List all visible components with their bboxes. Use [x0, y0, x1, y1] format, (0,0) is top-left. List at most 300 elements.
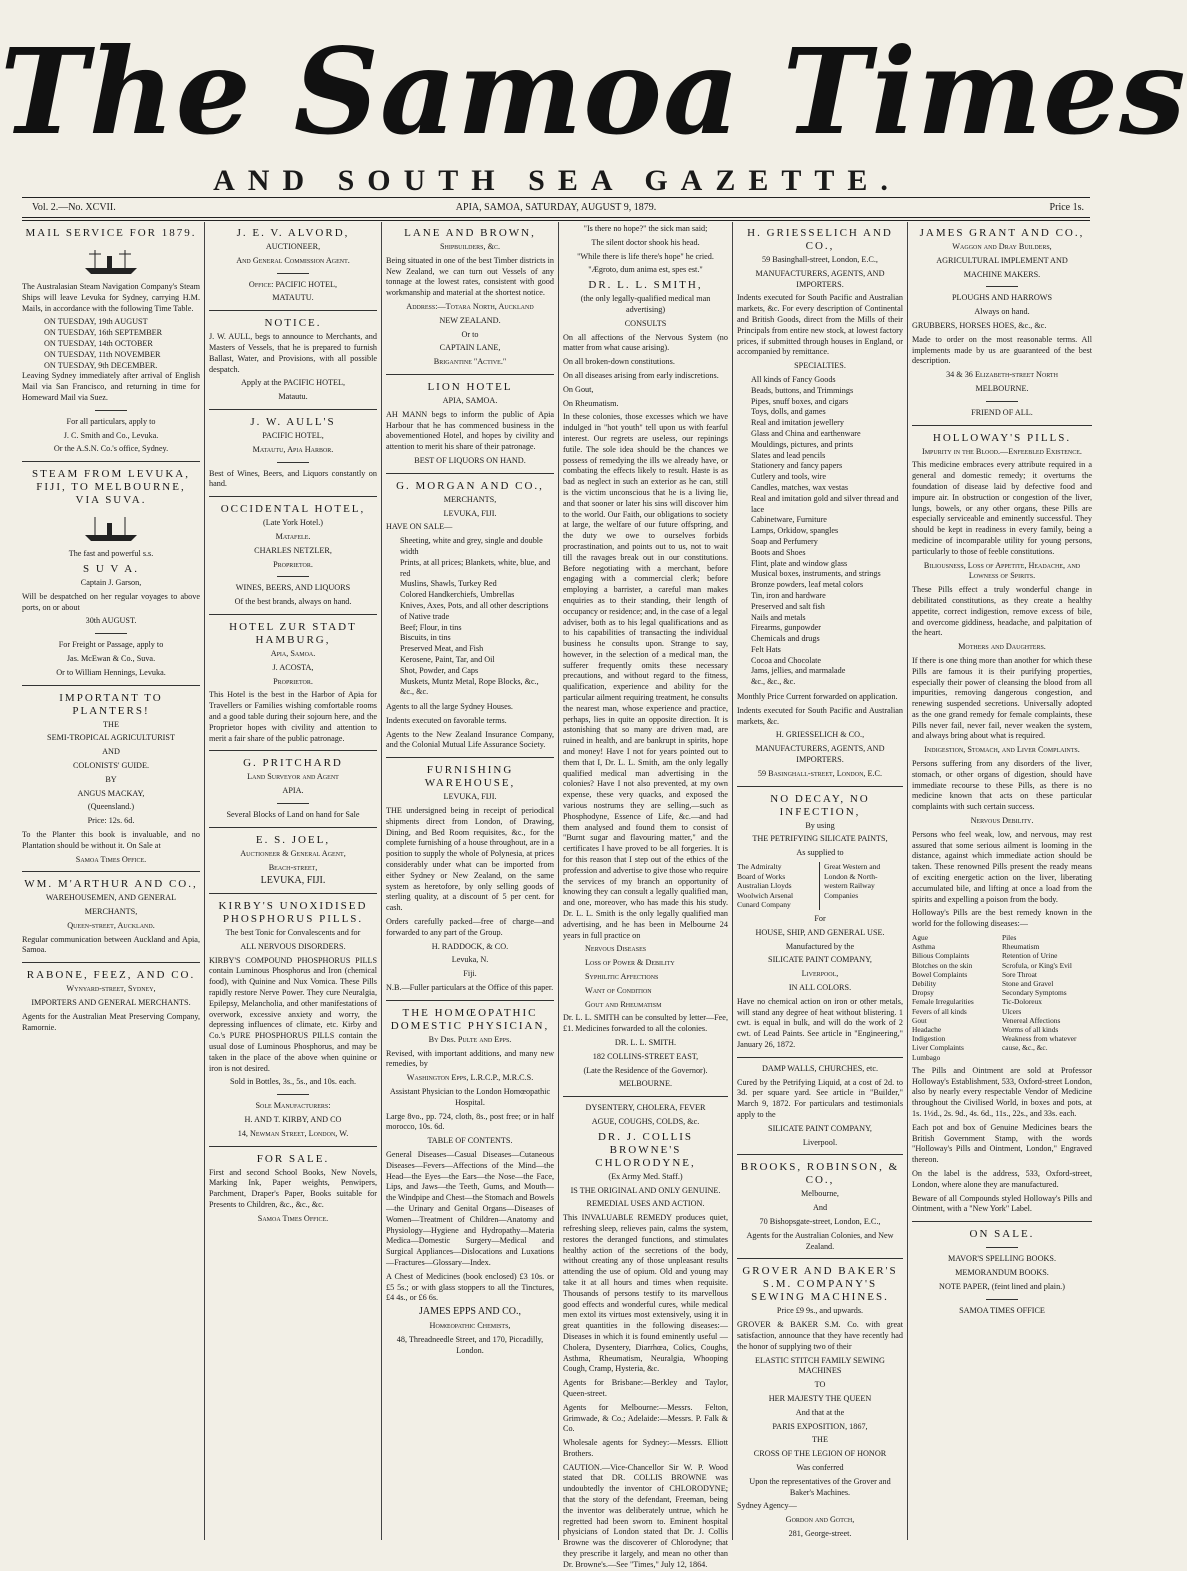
- nervous-item: Want of Condition: [585, 985, 652, 995]
- griesselich-body: Indents executed for South Pacific and Australian markets, &c. For every description of Continental and British Goods, direct from the Mills of their Principals from entire new stock, at lowest factory prices, if submitted through houses in England, or accompanied by remittance.: [737, 293, 903, 357]
- nervous-item: Gout and Rheumatism: [585, 999, 662, 1009]
- grant-text: Waggon and Dray Builders,: [952, 242, 1052, 251]
- planters-office: Samoa Times Office.: [75, 854, 147, 864]
- notice-apply: Apply at the PACIFIC HOTEL,: [240, 378, 346, 388]
- marthur-text: WAREHOUSEMEN, AND GENERAL: [45, 893, 177, 903]
- list-item: Boots and Shoes: [751, 547, 806, 557]
- grover-text: CROSS OF THE LEGION OF HONOR: [753, 1449, 887, 1459]
- list-item: Jams, jellies, and marmalade: [751, 666, 846, 676]
- disease-item: Lumbago: [912, 1052, 941, 1062]
- decay-text: By using: [805, 820, 835, 830]
- disease-item: Debility: [912, 979, 937, 989]
- hamburg-heading: HOTEL ZUR STADT HAMBURG,: [229, 620, 357, 646]
- disease-item: Sore Throat: [1002, 969, 1037, 979]
- grover-text: ELASTIC STITCH FAMILY SEWING MACHINES: [755, 1355, 885, 1376]
- morgan-text: LEVUKA, FIJI.: [443, 508, 497, 518]
- masthead-subtitle: AND SOUTH SEA GAZETTE.: [213, 164, 901, 197]
- smith-address: (Late the Residence of the Governor).: [583, 1065, 708, 1075]
- grant-body: Made to order on the most reasonable terms. All implements made by us are guaranteed of the best description.: [912, 334, 1092, 366]
- planters-price: Price: 12s. 6d.: [87, 816, 135, 826]
- smith-consults: CONSULTS: [624, 318, 667, 328]
- kirby-text: Sole Manufacturers:: [255, 1101, 331, 1111]
- morgan-text: Indents executed on favorable terms.: [386, 715, 507, 725]
- list-item: Chemicals and drugs: [751, 634, 820, 644]
- morgan-text: Agents to the New Zealand Insurance Company, and the Colonial Mutual Life Assurance Society.: [386, 729, 554, 750]
- furnishing-text: Orders carefully packed—free of charge—and forwarded to any part of the Group.: [386, 917, 554, 937]
- furnishing-signature: Fiji.: [463, 969, 477, 979]
- grant-heading: JAMES GRANT AND CO.,: [919, 227, 1085, 239]
- marthur-text: MERCHANTS,: [84, 907, 138, 917]
- epps-title: Homœopathic Chemists,: [429, 1320, 511, 1330]
- column-5: [737, 224, 903, 1536]
- grant-text: Always on hand.: [974, 307, 1030, 317]
- damp-place: Liverpool.: [802, 1137, 838, 1147]
- quote-line: The silent doctor shook his head.: [591, 237, 700, 247]
- rabone-text: IMPORTERS AND GENERAL MERCHANTS.: [31, 998, 191, 1008]
- no-decay-heading: NO DECAY, NO INFECTION,: [770, 792, 870, 818]
- decay-text: IN ALL COLORS.: [788, 983, 852, 992]
- pritchard-body: Several Blocks of Land on hand for Sale: [226, 809, 360, 819]
- marthur-note: Regular communication between Auckland and Apia, Samoa.: [22, 934, 200, 955]
- on-sale-item: NOTE PAPER, (feint lined and plain.): [939, 1281, 1065, 1291]
- client-item: western Railway: [824, 881, 875, 891]
- list-item: Glass and China and earthenware: [751, 428, 861, 438]
- consults-line: On Gout,: [563, 384, 594, 394]
- alvord-heading: J. E. V. ALVORD,: [236, 227, 350, 239]
- mail-agent: Or the A.S.N. Co.'s office, Sydney.: [53, 444, 169, 454]
- occidental-text: (Late York Hotel.): [262, 518, 324, 528]
- grover-agent: 281, George-street.: [788, 1528, 852, 1538]
- decay-body: Have no chemical action on iron or other metals, will stand any degree of heat without blistering. 1 cwt. is equal in bulk, and will do the work of 2 cwt. of Lead Paints. See article in "Engineering," January 26, 1872.: [737, 996, 903, 1049]
- planters-text: COLONISTS' GUIDE.: [72, 760, 150, 770]
- alvord-text: AUCTIONEER,: [265, 242, 321, 251]
- mail-apply: For all particulars, apply to: [66, 416, 156, 426]
- grant-town: MELBOURNE.: [975, 383, 1029, 393]
- steam-agent: Jas. McEwan & Co., Suva.: [66, 653, 156, 663]
- for-sale-text: First and second School Books, New Novels, Marking Ink, Paper weights, Penwipers, Parchment, Draper's Paper, Books suitable for Presents to Children, &c., &c., &c.: [209, 1167, 377, 1210]
- quote-line: "Ægroto, dum anima est, spes est.": [588, 265, 703, 275]
- griesselich-address: 59 Basinghall-street, London, E.C.,: [762, 255, 878, 264]
- rabone-address: Wynyard-street, Sydney,: [66, 984, 156, 994]
- browne-agents: Wholesale agents for Sydney:—Messrs. Elliott Brothers.: [563, 1438, 728, 1458]
- steam-agent: Or to William Hennings, Levuka.: [56, 667, 166, 677]
- joel-town: LEVUKA, FIJI.: [260, 875, 326, 887]
- browne-heading: DR. J. COLLIS BROWNE'S CHLORODYNE,: [595, 1130, 696, 1169]
- list-item: Pipes, snuff boxes, and cigars: [751, 396, 849, 406]
- holloway-body: These Pills effect a truly wonderful change in debilitated constitutions, as they create a healthy appetite, correct indigestion, remove excess of bile, and overcome giddiness, headache, and palpitation of the heart.: [912, 585, 1092, 638]
- pritchard-text: APIA.: [282, 786, 304, 796]
- grant-text: PLOUGHS AND HARROWS: [951, 293, 1053, 303]
- mail-date: ON TUESDAY, 19th AUGUST: [44, 317, 148, 327]
- list-item: Lamps, Orkidow, spangles: [751, 526, 839, 536]
- steam-captain: Captain J. Garson,: [80, 577, 142, 587]
- list-item: All kinds of Fancy Goods: [751, 374, 836, 384]
- disease-item: Headache: [912, 1025, 942, 1035]
- decay-text: HOUSE, SHIP, AND GENERAL USE.: [755, 927, 885, 937]
- list-item: Tin, iron and hardware: [751, 590, 826, 600]
- quote-line: "Is there no hope?" the sick man said;: [583, 224, 708, 233]
- list-item: Beef; Flour, in tins: [400, 622, 462, 632]
- list-item: Kerosene, Paint, Tar, and Oil: [400, 654, 495, 664]
- disease-item: Rheumatism: [1002, 942, 1040, 952]
- kirby-sold: Sold in Bottles, 3s., 5s., and 10s. each.: [230, 1077, 356, 1087]
- holloway-subheading: Mothers and Daughters.: [958, 642, 1046, 652]
- morgan-text: MERCHANTS,: [443, 494, 497, 504]
- on-sale-item: MEMORANDUM BOOKS.: [955, 1268, 1049, 1278]
- grover-body: GROVER & BAKER S.M. Co. with great satisfaction, announce that they have recently had the honor of supplying two of their: [737, 1320, 903, 1351]
- hamburg-body: This Hotel is the best in the Harbor of Apia for Travellers or Families wishing comfortable rooms and a good table during their sojourn here, and the Proprietor hopes with civility and attention to merit a fair share of the public patronage.: [209, 690, 377, 743]
- list-item: Musical boxes, instruments, and strings: [751, 569, 881, 579]
- smith-signature: DR. L. L. SMITH.: [614, 1037, 677, 1047]
- homeopathic-chest: A Chest of Medicines (book enclosed) £3 10s. or £5 5s.; or with glass stoppers to all the Tinctures, £4 4s., or £6 6s.: [386, 1271, 554, 1303]
- holloway-body: Each pot and box of Genuine Medicines bears the British Government Stamp, with the words "Holloway's Pills and Ointment, London," Engraved thereon.: [912, 1122, 1092, 1165]
- planters-text: AND: [102, 747, 120, 757]
- damp-company: SILICATE PAINT COMPANY,: [768, 1123, 872, 1133]
- griesselich-items: [751, 375, 903, 688]
- joel-text: Beach-street,: [268, 862, 318, 872]
- lion-body: AH MANN begs to inform the public of Apia Harbour that he has commenced business in the abovementioned Hotel, and hopes by civility and attention to merit his share of their patronage.: [386, 409, 554, 452]
- morgan-heading: G. MORGAN AND CO.,: [396, 479, 544, 492]
- list-item: Preserved and salt fish: [751, 601, 825, 611]
- homeopathic-heading: THE HOMŒOPATHIC DOMESTIC PHYSICIAN,: [390, 1006, 550, 1032]
- list-item: Colored Handkerchiefs, Umbrellas: [400, 590, 515, 600]
- mail-date: ON TUESDAY, 11th NOVEMBER: [44, 349, 161, 359]
- holloway-body: On the label is the address, 533, Oxford-street, London, where alone they are manufactured.: [912, 1169, 1092, 1189]
- griesselich-signature: H. GRIESSELICH & CO.,: [775, 730, 865, 740]
- column-divider: [381, 222, 382, 1540]
- list-item: Felt Hats: [751, 644, 781, 654]
- grover-text: THE: [812, 1435, 828, 1445]
- steam-ship: The fast and powerful s.s.: [68, 549, 154, 559]
- disease-item: Tic-Doloreux: [1002, 997, 1042, 1007]
- mail-after: Leaving Sydney immediately after arrival of English Mail via San Francisco, and returning in time for Homeward Mail via Suez.: [22, 371, 200, 402]
- lion-text: BEST OF LIQUORS ON HAND.: [414, 455, 526, 465]
- client-item: Board of Works: [737, 871, 786, 881]
- griesselich-signature: 59 Basinghall-street, London, E.C.: [757, 768, 883, 778]
- list-item: Candles, matches, wax vestas: [751, 482, 849, 492]
- grant-address: 34 & 36 Elizabeth-street North: [946, 370, 1058, 380]
- disease-item: Dropsy: [912, 988, 934, 998]
- browne-body: This INVALUABLE REMEDY produces quiet, refreshing sleep, relieves pain, calms the system, restores the deranged functions, and stimulates healthy action of the secretions of the body, without creating any of those unpleasant results attending the use of opium. Old and young may take it at all hours and times when requisite. Thousands of persons testify to its marvellous good effects and wonderful cures, while medical men extol its virtues most extensively, using it in great quantities in the following diseases:— Diseases in which it is found eminently useful — Cholera, Dysentery, Diarrhœa, Colics, Coughs, Asthma, Rheumatism, Neuralgia, Whooping Cough, Cramp, Hysteria, &c.: [563, 1213, 728, 1374]
- marthur-heading: WM. M'ARTHUR AND CO.,: [24, 878, 198, 891]
- homeopathic-text: Assistant Physician to the London Homœopathic Hospital.: [389, 1087, 551, 1107]
- grant-friend: FRIEND OF ALL.: [971, 407, 1033, 417]
- list-item: Sheeting, white and grey, single and double width: [400, 536, 543, 556]
- disease-item: Worms of all kinds: [1002, 1025, 1059, 1035]
- griesselich-specialties: SPECIALTIES.: [794, 361, 846, 371]
- aull-text: Best of Wines, Beers, and Liquors constantly on hand.: [209, 468, 377, 489]
- browne-agents: Agents for Brisbane:—Berkley and Taylor, Queen-street.: [563, 1378, 728, 1398]
- holloway-body: Persons suffering from any disorders of the liver, stomach, or other organs of digestion, should have immediate recourse to these Pills, as there is no medicine known that acts on these particular complaints with such certain success.: [912, 759, 1092, 812]
- occidental-wines: WINES, BEERS, AND LIQUORS: [235, 583, 351, 593]
- occidental-heading: OCCIDENTAL HOTEL,: [220, 503, 366, 516]
- dateline: [22, 200, 1090, 216]
- lane-text: Shipbuilders, &c.: [439, 242, 501, 251]
- furnishing-note: N.B.—Fuller particulars at the Office of this paper.: [386, 983, 554, 993]
- list-item: Beads, buttons, and Trimmings: [751, 385, 854, 395]
- client-item: Australian Lloyds: [737, 881, 792, 891]
- homeopathic-price: Large 8vo., pp. 724, cloth, 8s., post free; or in half morocco, 10s. 6d.: [386, 1111, 554, 1132]
- browne-text: (Ex Army Med. Staff.): [608, 1171, 683, 1181]
- grover-text: PARIS EXPOSITION, 1867,: [772, 1421, 868, 1431]
- lane-address: Address:—Totara North, Auckland: [406, 301, 534, 311]
- mail-date: ON TUESDAY, 14th OCTOBER: [44, 338, 153, 348]
- list-item: Bronze powders, leaf metal colors: [751, 580, 864, 590]
- homeopathic-text: Revised, with important additions, and many new remedies, by: [386, 1048, 554, 1069]
- smith-body: In these colonies, those excesses which we have indulged in "hot youth" tell upon us with fearful interest. Our regrets are useless, our repinings futile. The sole idea should be the chances we possess of remedying the ills we already have, or combating the effects likely to result. Haste is as bad as neglect in such an exterior as he can, still is the victim unconscious that he is a living lie, and that sooner or later his sins will discover him to the world. Our Faith, our obligations to society at large, the welfare of our future offspring, and the duty we owe to ourselves forbids procrastination, and points out to us, not to wait till the ravages break out in our constitutions. Before negotiating with a merchant, before engaging with a commercial clerk; before employing a barrister, a careful man makes enquiries as to their standing, their length of occupancy or residence; and, in the case of a legal adviser, both as to his legal qualifications and as to his capabilities of transacting the individual business he consults upon. Strange to say, however, in the selection of a medical man, the sufferer frequently omits these necessary precautions, and without regard to the fitness, qualification, experience and ability for the particular ailment requiring treatment, he consults the nearest man, whose experience and practice, perhaps, lies in quite an opposite direction. It is astonishing that so many are driven mad, are ruined in health, and are bankrupt in spirits, hope and money! Have I not for years pointed out to them that I, Dr. L. L. Smith, am the only legally qualified medical man advertising in the colonies? Have I not also prevented, at my own expense, these very quacks, and exposed the various nostrums they are selling,—such as Phosphodyne, Essence of Life, &c.—and had them analysed and found them to consist of "Burnt sugar and flavouring matter," and the certificates I have proved to be all forgeries. It is for this reason that I step out of the ethics of the profession and advertise to give those who require the services of my branch an opportunity of knowing they can consult a legally qualified man, and one, moreover, who has made this his study. Dr. L. L. Smith is the only legally qualified man advertising, and he has been in Melbourne 24 years in full practice on: [563, 412, 728, 940]
- quote-line: "While there is life there's hope" he cried.: [577, 251, 714, 261]
- steam-apply: For Freight or Passage, apply to: [58, 640, 164, 650]
- consults-line: On all broken-down constitutions.: [563, 357, 675, 367]
- column-1: [22, 224, 200, 1536]
- steamship-icon: [81, 513, 141, 543]
- aull-address: Matautu, Apia Harbor.: [252, 444, 334, 454]
- smith-nervous: Nervous Diseases: [585, 944, 647, 954]
- holloway-body: Persons who feel weak, low, and nervous, may rest assured that some serious ailment is looming in the distance, against which immediate action should be taken. These renowned Pills present the ready means of exciting energetic action on the liver, liberating accumulated bile, and lifting at once a load from the spirits and expelling a poison from the body.: [912, 829, 1092, 904]
- steam-heading: STEAM FROM LEVUKA, FIJI, TO MELBOURNE, VIA SUVA.: [32, 468, 190, 507]
- homeopathic-text: Washington Epps, L.R.C.P., M.R.C.S.: [406, 1073, 534, 1083]
- list-item: Muskets, Muntz Metal, Rope Blocks, &c., &c., &c.: [400, 676, 539, 697]
- column-divider: [907, 222, 908, 1540]
- notice-town: Matautu.: [278, 392, 308, 402]
- header-bottom-rule-2: [22, 220, 1090, 221]
- list-item: Real and imitation jewellery: [751, 418, 844, 428]
- grover-agent: Sydney Agency—: [737, 1501, 797, 1511]
- grant-text: GRUBBERS, HORSES HOES, &c., &c.: [912, 320, 1047, 330]
- nervous-item: Loss of Power & Debility: [585, 958, 675, 968]
- disease-item: Piles: [1002, 933, 1017, 943]
- griesselich-text: Monthly Price Current forwarded on application.: [737, 692, 898, 702]
- homeopathic-toc: General Diseases—Casual Diseases—Cutaneous Diseases—Fevers—Affections of the Mind—the Head—the Eyes—the Ears—the Nose—the Face, Lips, and Jaws—the Teeth, Gums, and Mouth—the Windpipe and Chest—the Stomach and Bowels—the Urinary and Genital Organs—Diseases of Women—Treatment of Children—Anatomy and Physiology—Hygiene and Hydropathy—Materia Medica—Domestic Surgery—Medical and Surgical Appliances—Dislocations and Luxations—Fractures—Glossary—Index.: [386, 1150, 554, 1267]
- holloway-subheading: Nervous Debility.: [970, 816, 1034, 826]
- column-4: [563, 224, 728, 1569]
- grover-price: Price £9 9s., and upwards.: [776, 1306, 864, 1316]
- damp-body: Cured by the Petrifying Liquid, at a cost of 2d. to 3d. per square yard. See article in "Builder," March 9, 1872. For particulars and testimonials apply to the: [737, 1077, 903, 1119]
- occidental-text: Matafele.: [275, 531, 311, 541]
- client-item: Companies: [824, 890, 859, 900]
- notice-heading: NOTICE.: [264, 317, 322, 330]
- disease-item: Secondary Symptoms: [1002, 988, 1067, 998]
- planters-text: SEMI-TROPICAL AGRICULTURIST: [47, 733, 175, 743]
- lane-captain: CAPTAIN LANE,: [439, 343, 501, 353]
- furnishing-signature: H. RADDOCK, & CO.: [431, 941, 509, 951]
- occidental-text: Proprietor.: [273, 559, 313, 569]
- list-item: Shot, Powder, and Caps: [400, 665, 479, 675]
- browne-text: IS THE ORIGINAL AND ONLY GENUINE.: [570, 1185, 721, 1195]
- alvord-town: MATAUTU.: [272, 293, 314, 303]
- furnishing-signature: Levuka, N.: [451, 955, 489, 965]
- disease-item: Indigestion: [912, 1034, 946, 1044]
- column-6: [912, 224, 1092, 1536]
- list-item: Biscuits, in tins: [400, 633, 451, 643]
- disease-item: Female Irregularities: [912, 997, 974, 1007]
- kirby-address: 14, Newman Street, London, W.: [237, 1128, 349, 1138]
- kirby-text: ALL NERVOUS DISORDERS.: [240, 941, 346, 951]
- steam-ship-name: S U V A.: [83, 562, 139, 575]
- griesselich-signature: MANUFACTURERS, AGENTS, AND IMPORTERS.: [755, 744, 885, 765]
- column-3: [386, 224, 554, 1536]
- occidental-text: Of the best brands, always on hand.: [234, 597, 352, 607]
- joel-text: Auctioneer & General Agent,: [240, 848, 346, 858]
- grover-agent: Gordon and Gotch,: [785, 1515, 855, 1525]
- hamburg-text: Apia, Samoa.: [270, 648, 316, 658]
- nervous-item: Syphilitic Affections: [585, 972, 659, 981]
- morgan-text: Agents to all the large Sydney Houses.: [386, 702, 513, 712]
- morgan-items: [400, 536, 554, 698]
- kirby-name: H. AND T. KIRBY, AND CO: [244, 1115, 342, 1125]
- column-divider: [732, 222, 733, 1540]
- masthead-title: The Samoa Times: [0, 22, 1187, 161]
- planters-text: (Queensland.): [87, 802, 135, 812]
- list-item: Firearms, gunpowder: [751, 623, 822, 633]
- disease-item: Bilious Complaints: [912, 951, 970, 961]
- steamship-icon: [81, 246, 141, 276]
- alvord-text: And General Commission Agent.: [236, 255, 350, 265]
- on-sale-office: SAMOA TIMES OFFICE: [959, 1305, 1045, 1315]
- list-item: Prints, at all prices; Blankets, white, blue, and red: [400, 557, 551, 578]
- kirby-heading: KIRBY'S UNOXIDISED PHOSPHORUS PILLS.: [218, 900, 368, 926]
- homeopathic-text: By Drs. Pulte and Epps.: [428, 1034, 512, 1044]
- brooks-heading: BROOKS, ROBINSON, & CO.,: [740, 1161, 900, 1187]
- list-item: Nails and metals: [751, 612, 806, 622]
- steam-text: Will be despatched on her regular voyages to above ports, on or about: [22, 591, 200, 612]
- mail-date: ON TUESDAY, 16th SEPTEMBER: [44, 328, 163, 338]
- client-item: Woolwich Arsenal: [737, 890, 794, 900]
- marthur-address: Queen-street, Auckland.: [67, 920, 155, 930]
- steam-date: 30th AUGUST.: [85, 616, 137, 626]
- decay-text: For: [814, 914, 826, 924]
- list-item: Cabinetware, Furniture: [751, 515, 827, 525]
- for-sale-office: Samoa Times Office.: [257, 1213, 329, 1223]
- consults-line: On all diseases arising from early indiscretions.: [563, 370, 719, 380]
- damp-heading: DAMP WALLS, CHURCHES, etc.: [762, 1063, 878, 1073]
- list-item: Knives, Axes, Pots, and all other descriptions of Native trade: [400, 600, 549, 621]
- rabone-note: Agents for the Australian Meat Preserving Company, Ramornie.: [22, 1011, 200, 1032]
- morgan-text: HAVE ON SALE—: [386, 522, 453, 532]
- smith-heading: DR. L. L. SMITH,: [588, 279, 703, 292]
- column-divider: [558, 222, 559, 1540]
- aull-hotel: PACIFIC HOTEL,: [262, 430, 324, 440]
- disease-item: Weakness from whatever cause, &c., &c.: [1002, 1034, 1077, 1053]
- list-item: Toys, dolls, and games: [751, 407, 826, 417]
- planters-heading: IMPORTANT TO PLANTERS!: [59, 691, 163, 717]
- disease-item: Ague: [912, 933, 929, 943]
- pritchard-text: Land Surveyor and Agent: [247, 772, 339, 782]
- planters-text: BY: [105, 774, 117, 784]
- disease-item: Scrofula, or King's Evil: [1002, 960, 1072, 970]
- list-item: &c., &c., &c.: [751, 677, 796, 687]
- for-sale-heading: FOR SALE.: [256, 1152, 330, 1165]
- holloway-body: Holloway's Pills are the best remedy known in the world for the following diseases:—: [912, 908, 1092, 929]
- list-item: Real and imitation gold and silver thread and lace: [751, 493, 899, 514]
- decay-name: THE PETRIFYING SILICATE PAINTS,: [752, 834, 888, 844]
- planters-author: ANGUS MACKAY,: [77, 788, 145, 798]
- consults-line: On Rheumatism.: [563, 398, 619, 408]
- issue-date: APIA, SAMOA, SATURDAY, AUGUST 9, 1879.: [455, 202, 657, 213]
- top-rule: [22, 197, 1090, 198]
- holloway-body: Beware of all Compounds styled Holloway's Pills and Ointment, with a "New York" Label.: [912, 1193, 1092, 1214]
- disease-item: Asthma: [912, 942, 935, 952]
- disease-item: Gout: [912, 1015, 927, 1025]
- header-bottom-rule: [22, 217, 1090, 218]
- lion-town: APIA, SAMOA.: [442, 395, 498, 405]
- client-item: Cunard Company: [737, 900, 791, 910]
- grover-text: Was conferred: [796, 1462, 844, 1472]
- holloway-heading: HOLLOWAY'S PILLS.: [932, 431, 1072, 444]
- consults-line: On all affections of the Nervous System (no matter from what cause arising).: [563, 332, 728, 353]
- list-item: Soap and Perfumery: [751, 536, 818, 546]
- disease-item: Stone and Gravel: [1002, 979, 1054, 989]
- client-item: The Admiralty: [737, 862, 782, 872]
- planters-note: To the Planter this book is invaluable, and no Plantation should be without it. On Sale at: [22, 829, 200, 850]
- disease-item: Fevers of all kinds: [912, 1006, 967, 1016]
- holloway-diseases: [912, 933, 1092, 1062]
- holloway-subheading: Biliousness, Loss of Appetite, Headache, and Lowness of Spirits.: [923, 560, 1081, 581]
- lane-body: Being situated in one of the best Timber districts in New Zealand, we can turn out Vessels of any tonnage at the lowest rates, consistent with good workmanship and material at the shortest notice.: [386, 255, 554, 298]
- griesselich-text: Indents executed for South Pacific and Australian markets, &c.: [737, 705, 903, 726]
- brooks-address: 70 Bishopsgate-street, London, E.C.,: [759, 1216, 881, 1226]
- smith-town: MELBOURNE.: [619, 1079, 672, 1089]
- on-sale-item: MAVOR'S SPELLING BOOKS.: [947, 1254, 1056, 1264]
- lane-text: Or to: [461, 329, 479, 339]
- decay-company: SILICATE PAINT COMPANY,: [768, 955, 872, 965]
- lion-heading: LION HOTEL: [427, 380, 513, 393]
- mail-description: The Australasian Steam Navigation Company's Steam Ships will leave Levuka for Sydney, carrying H.M. Mails, in accordance with the following Time Table.: [22, 282, 200, 313]
- smith-fee: Dr. L. L. SMITH can be consulted by letter—Fee, £1. Medicines forwarded to all the colonies.: [563, 1013, 728, 1034]
- grover-text: And that at the: [795, 1407, 845, 1417]
- browne-text: REMEDIAL USES AND ACTION.: [586, 1199, 705, 1209]
- lane-heading: LANE AND BROWN,: [404, 227, 536, 239]
- grover-text: Upon the representatives of the Grover and Baker's Machines.: [749, 1476, 891, 1497]
- decay-clients: [737, 862, 903, 910]
- list-item: Flint, plate and window glass: [751, 558, 848, 568]
- occidental-owner: CHARLES NETZLER,: [254, 545, 332, 555]
- epps-address: 48, Threadneedle Street, and 170, Piccadilly, London.: [396, 1334, 544, 1355]
- list-item: Stationery and fancy papers: [751, 461, 843, 471]
- hamburg-text: Proprietor.: [273, 676, 313, 686]
- list-item: Cutlery and tools, wire: [751, 472, 827, 482]
- list-item: Muslins, Shawls, Turkey Red: [400, 579, 497, 589]
- joel-heading: E. S. JOEL,: [255, 833, 331, 846]
- grover-heading: GROVER AND BAKER'S S.M. COMPANY'S SEWING MACHINES.: [742, 1265, 898, 1304]
- browne-top: DYSENTERY, CHOLERA, FEVER: [585, 1103, 706, 1113]
- kirby-text: The best Tonic for Convalescents and for: [225, 928, 361, 938]
- disease-item: Liver Complaints: [912, 1043, 964, 1053]
- epps-name: JAMES EPPS AND CO.,: [419, 1306, 521, 1318]
- on-sale-heading: ON SALE.: [969, 1228, 1035, 1241]
- decay-text: Manufactured by the: [785, 941, 855, 951]
- brooks-text: Agents for the Australian Colonies, and New Zealand.: [746, 1230, 894, 1251]
- griesselich-title: MANUFACTURERS, AGENTS, AND IMPORTERS.: [755, 268, 885, 289]
- issue-price: Price 1s.: [1049, 202, 1084, 213]
- lane-text: NEW ZEALAND.: [439, 315, 501, 325]
- homeopathic-toc-heading: TABLE OF CONTENTS.: [427, 1136, 513, 1146]
- brooks-text: Melbourne,: [801, 1189, 839, 1199]
- aull-heading: J. W. AULL'S: [250, 415, 336, 428]
- grover-text: TO: [814, 1380, 826, 1390]
- holloway-subheading: Indigestion, Stomach, and Liver Complaints.: [924, 745, 1080, 755]
- browne-agents: Agents for Melbourne:—Messrs. Felton, Grimwade, & Co.; Adelaide:—Messrs. P. Falk & Co.: [563, 1402, 728, 1434]
- disease-item: Retention of Urine: [1002, 951, 1058, 961]
- planters-text: THE: [103, 719, 119, 729]
- disease-item: Blotches on the skin: [912, 960, 973, 970]
- browne-top: AGUE, COUGHS, COLDS, &c.: [591, 1116, 700, 1126]
- smith-text: (the only legally-qualified medical man advertising): [580, 294, 711, 314]
- grant-text: AGRICULTURAL IMPLEMENT AND: [936, 255, 1068, 265]
- notice-text: J. W. AULL, begs to announce to Merchants, and Masters of Vessels, that he is prepared to furnish Ballast, Water, and Provisions, with all possible despatch.: [209, 332, 377, 374]
- disease-item: Bowel Complaints: [912, 969, 968, 979]
- mail-agent: J. C. Smith and Co., Levuka.: [63, 430, 159, 440]
